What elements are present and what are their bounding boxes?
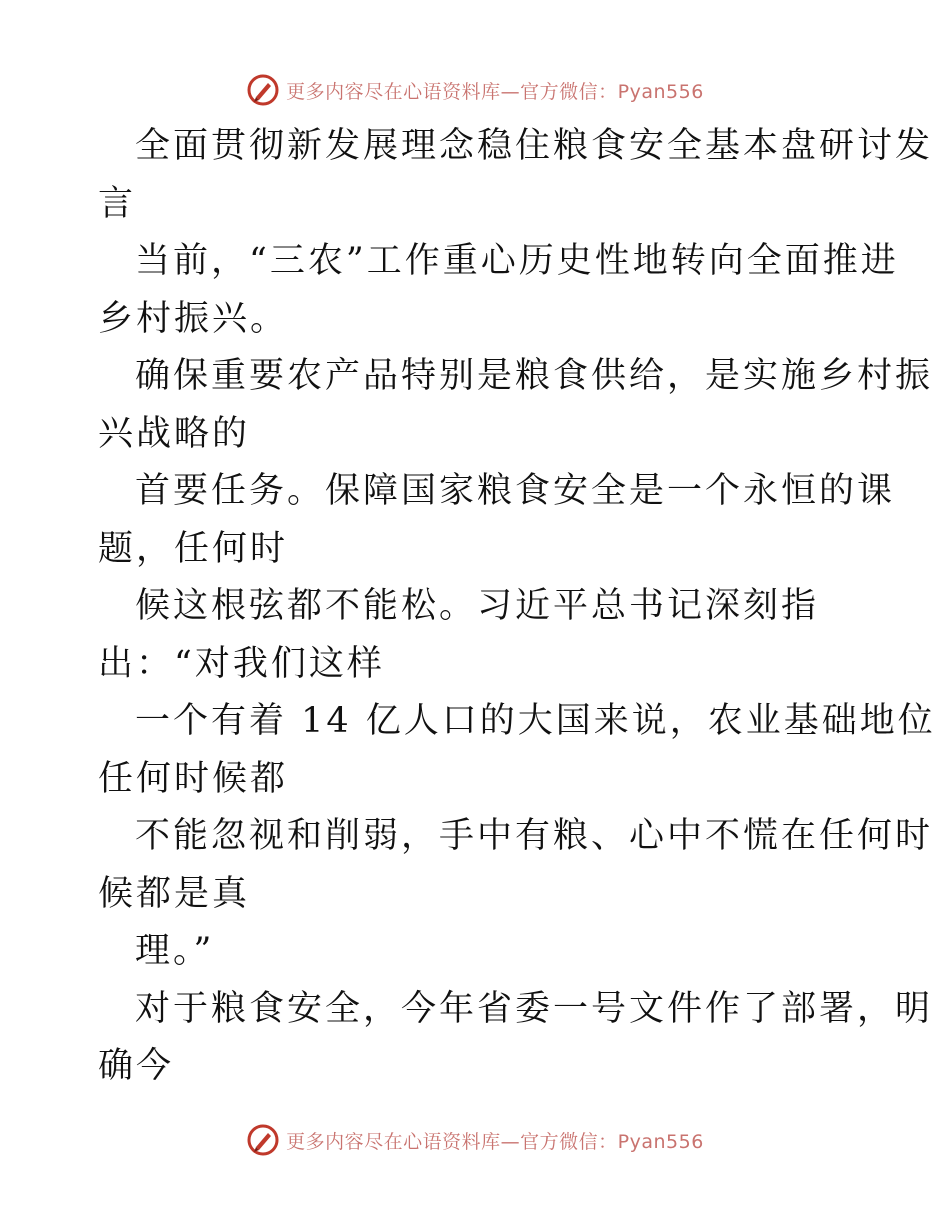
footer-banner-text: 更多内容尽在心语资料库—官方微信：Pyan556 — [286, 1130, 704, 1153]
doc-line: 理。” — [135, 931, 215, 971]
footer-banner — [0, 1120, 950, 1160]
doc-line: 全面贯彻新发展理念稳住粮食安全基本盘研讨发 — [135, 126, 934, 166]
doc-line: 确今 — [98, 1046, 175, 1086]
pen-logo-icon — [246, 73, 280, 107]
doc-line: 任何时候都 — [98, 758, 289, 799]
doc-line: 当前，“三农”工作重心历史性地转向全面推进 — [135, 241, 899, 281]
doc-line: 候都是真 — [98, 873, 251, 914]
doc-line: 题，任何时 — [98, 528, 289, 569]
header-banner-text: 更多内容尽在心语资料库—官方微信：Pyan556 — [286, 80, 704, 103]
header-banner — [0, 70, 950, 110]
doc-line: 对于粮食安全，今年省委一号文件作了部署，明 — [135, 988, 934, 1029]
doc-line: 出：“对我们这样 — [98, 643, 385, 684]
doc-line: 候这根弦都不能松。习近平总书记深刻指 — [135, 586, 820, 626]
doc-line: 一个有着 14 亿人口的大国来说，农业基础地位 — [135, 701, 936, 741]
doc-line: 不能忽视和削弱，手中有粮、心中不慌在任何时 — [135, 816, 934, 856]
document-body — [98, 118, 936, 1096]
doc-line: 确保重要农产品特别是粮食供给，是实施乡村振 — [135, 356, 934, 396]
doc-line: 乡村振兴。 — [98, 298, 289, 339]
doc-line: 兴战略的 — [98, 413, 251, 454]
doc-line: 言 — [98, 183, 137, 224]
doc-line: 首要任务。保障国家粮食安全是一个永恒的课 — [135, 471, 896, 511]
pen-logo-icon — [246, 1123, 280, 1157]
